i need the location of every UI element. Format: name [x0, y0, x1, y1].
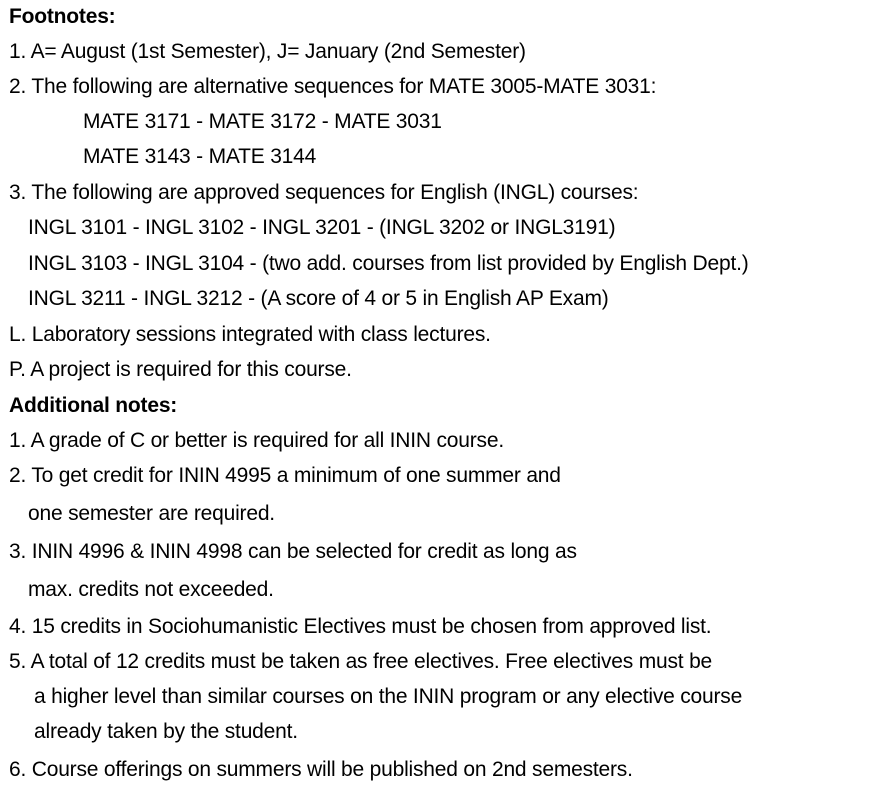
footnotes-heading: Footnotes: — [9, 5, 116, 28]
footnote-line: MATE 3143 - MATE 3144 — [83, 145, 317, 168]
footnote-line: INGL 3103 - INGL 3104 - (two add. courses from list provided by English Dept.) — [28, 252, 749, 275]
footnote-line: MATE 3171 - MATE 3172 - MATE 3031 — [83, 110, 442, 133]
additional-note-line: 1. A grade of C or better is required for all ININ course. — [9, 429, 504, 452]
additional-note-line: 3. ININ 4996 & ININ 4998 can be selected for credit as long as — [9, 540, 577, 563]
footnote-line: P. A project is required for this course. — [9, 358, 352, 381]
additional-note-line: already taken by the student. — [34, 720, 298, 743]
footnote-line: INGL 3211 - INGL 3212 - (A score of 4 or 5 in English AP Exam) — [28, 287, 609, 310]
footnote-line: 1. A= August (1st Semester), J= January (2nd Semester) — [9, 40, 526, 63]
footnote-line: 3. The following are approved sequences for English (INGL) courses: — [9, 181, 639, 204]
additional-note-line: 6. Course offerings on summers will be published on 2nd semesters. — [9, 758, 633, 781]
additional-note-line: 5. A total of 12 credits must be taken as free electives. Free electives must be — [9, 650, 713, 673]
additional-notes-heading: Additional notes: — [9, 394, 178, 417]
footnote-line: L. Laboratory sessions integrated with class lectures. — [9, 323, 491, 346]
footnote-line: 2. The following are alternative sequences for MATE 3005-MATE 3031: — [9, 75, 657, 98]
additional-note-line: a higher level than similar courses on the ININ program or any elective course — [34, 685, 743, 708]
additional-note-line: 4. 15 credits in Sociohumanistic Electives must be chosen from approved list. — [9, 615, 712, 638]
additional-note-line: one semester are required. — [28, 502, 275, 525]
additional-note-line: max. credits not exceeded. — [28, 578, 274, 601]
footnote-line: INGL 3101 - INGL 3102 - INGL 3201 - (INGL 3202 or INGL3191) — [28, 216, 616, 239]
additional-note-line: 2. To get credit for ININ 4995 a minimum of one summer and — [9, 464, 561, 487]
